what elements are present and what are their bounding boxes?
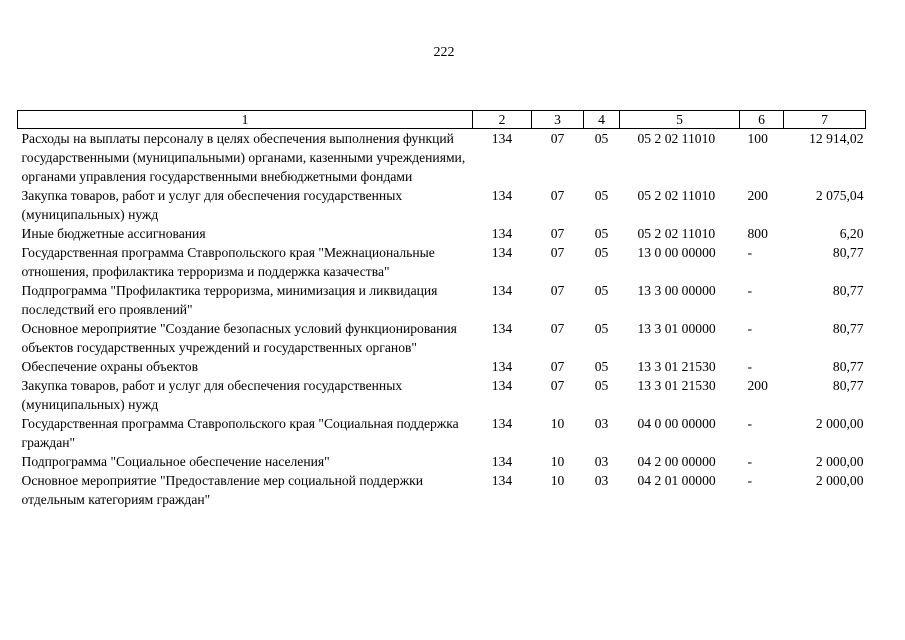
amount: 80,77 [832,283,864,298]
expense-type-code: 200 [747,378,768,393]
ministry-code: 134 [491,454,513,469]
expense-name: Расходы на выплаты персоналу в целях обеспечения выполнения функций государственными (муниципальными) органами, казенными учреждениями, органами управления государственными внебюджетными фондами [21,131,466,184]
subsection-code: 05 [594,245,609,260]
expense-type-code: - [747,454,753,469]
table-row [18,471,866,509]
amount: 2 000,00 [815,473,864,488]
expense-type-code: - [747,245,753,260]
column-header-7: 7 [784,111,866,129]
ministry-code: 134 [491,226,513,241]
ministry-code: 134 [491,473,513,488]
section-code: 10 [550,473,565,488]
section-code: 10 [550,416,565,431]
column-header-5: 5 [620,111,740,129]
target-article-code: 13 0 00 00000 [637,245,716,260]
expense-type-code: 100 [747,131,768,146]
column-header-1: 1 [18,111,473,129]
amount: 2 075,04 [815,188,864,203]
table-row [18,414,866,452]
ministry-code: 134 [491,131,513,146]
target-article-code: 05 2 02 11010 [637,131,716,146]
expense-name: Обеспечение охраны объектов [21,359,199,374]
column-header-2: 2 [473,111,532,129]
amount: 80,77 [832,245,864,260]
table-row [18,319,866,357]
target-article-code: 13 3 01 21530 [637,378,716,393]
amount: 2 000,00 [815,416,864,431]
section-code: 07 [550,283,565,298]
expense-type-code: - [747,321,753,336]
amount: 2 000,00 [815,454,864,469]
expense-type-code: - [747,359,753,374]
amount: 80,77 [832,378,864,393]
amount: 80,77 [832,359,864,374]
subsection-code: 03 [594,416,609,431]
table-row [18,376,866,414]
expense-name: Подпрограмма "Профилактика терроризма, минимизация и ликвидация последствий его проявлений" [21,283,438,317]
amount: 12 914,02 [809,131,864,146]
table-row [18,357,866,376]
subsection-code: 05 [594,188,609,203]
subsection-code: 03 [594,454,609,469]
section-code: 07 [550,378,565,393]
expense-name: Закупка товаров, работ и услуг для обеспечения государственных (муниципальных) нужд [21,188,403,222]
ministry-code: 134 [491,378,513,393]
header-row [18,111,866,129]
ministry-code: 134 [491,416,513,431]
expense-type-code: - [747,283,753,298]
expense-name: Основное мероприятие "Предоставление мер социальной поддержки отдельным категориям граждан" [21,473,423,507]
ministry-code: 134 [491,321,513,336]
table-row [18,224,866,243]
subsection-code: 05 [594,378,609,393]
expense-name: Государственная программа Ставропольского края "Межнациональные отношения, профилактика терроризма и поддержка казачества" [21,245,435,279]
subsection-code: 05 [594,359,609,374]
amount: 6,20 [839,226,864,241]
page-number: 222 [433,45,455,60]
expense-name: Закупка товаров, работ и услуг для обеспечения государственных (муниципальных) нужд [21,378,403,412]
subsection-code: 05 [594,321,609,336]
expense-name: Иные бюджетные ассигнования [21,226,206,241]
section-code: 07 [550,321,565,336]
target-article-code: 04 2 00 00000 [637,454,716,469]
target-article-code: 13 3 01 21530 [637,359,716,374]
table-row [18,281,866,319]
section-code: 07 [550,226,565,241]
table-row [18,129,866,187]
target-article-code: 13 3 00 00000 [637,283,716,298]
target-article-code: 13 3 01 00000 [637,321,716,336]
expense-name: Государственная программа Ставропольского края "Социальная поддержка граждан" [21,416,459,450]
amount: 80,77 [832,321,864,336]
subsection-code: 05 [594,226,609,241]
section-code: 10 [550,454,565,469]
section-code: 07 [550,131,565,146]
subsection-code: 05 [594,283,609,298]
table-row [18,243,866,281]
subsection-code: 05 [594,131,609,146]
target-article-code: 04 2 01 00000 [637,473,716,488]
target-article-code: 05 2 02 11010 [637,226,716,241]
expense-type-code: - [747,473,753,488]
ministry-code: 134 [491,245,513,260]
section-code: 07 [550,188,565,203]
table-row [18,186,866,224]
column-header-6: 6 [740,111,784,129]
section-code: 07 [550,245,565,260]
ministry-code: 134 [491,188,513,203]
column-header-4: 4 [584,111,620,129]
expense-name: Основное мероприятие "Создание безопасных условий функционирования объектов государственных учреждений и государственных органов" [21,321,457,355]
target-article-code: 04 0 00 00000 [637,416,716,431]
expense-type-code: - [747,416,753,431]
ministry-code: 134 [491,283,513,298]
subsection-code: 03 [594,473,609,488]
expense-type-code: 800 [747,226,768,241]
target-article-code: 05 2 02 11010 [637,188,716,203]
ministry-code: 134 [491,359,513,374]
table-row [18,452,866,471]
column-header-3: 3 [532,111,584,129]
section-code: 07 [550,359,565,374]
budget-table [17,110,866,509]
expense-type-code: 200 [747,188,768,203]
expense-name: Подпрограмма "Социальное обеспечение населения" [21,454,330,469]
